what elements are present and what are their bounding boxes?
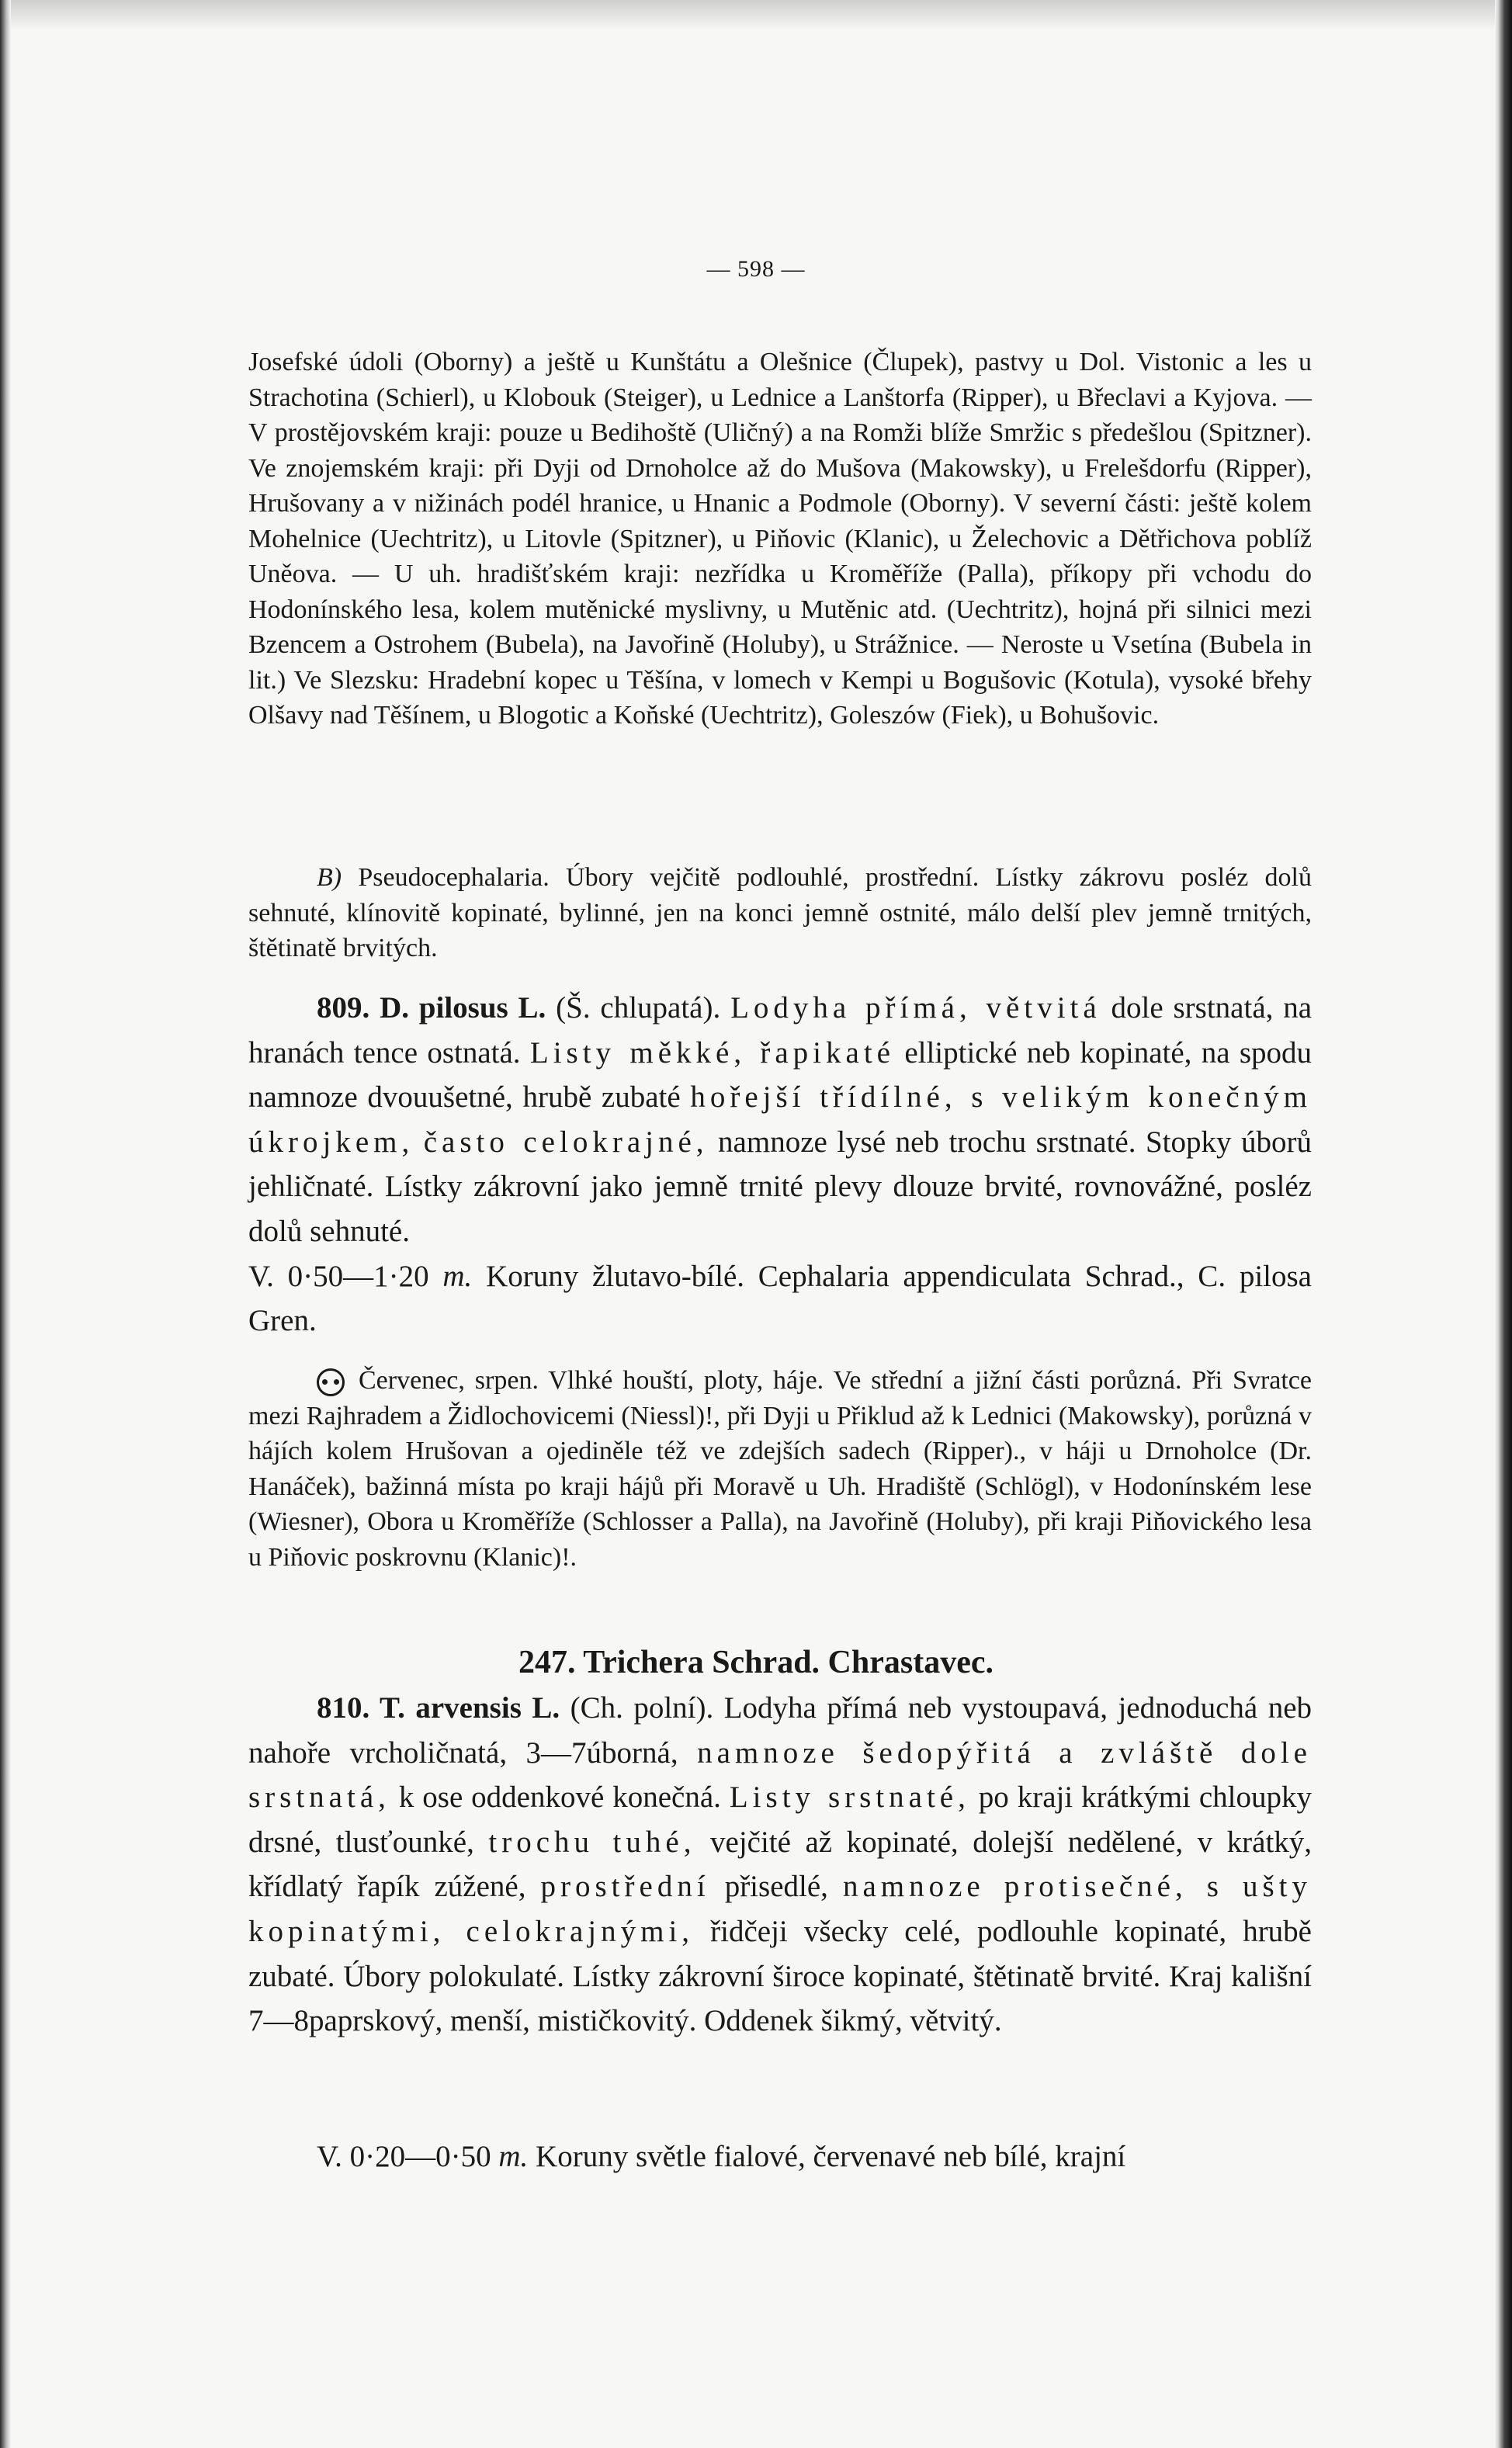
desc-leaves: elliptické neb kopinaté, na spodu namnoze dvouušetné, hrubě zubaté xyxy=(248,1035,1313,1115)
desc-leaves-spaced: Listy srstnaté, xyxy=(729,1781,970,1815)
desc-stem: dole srstnatá, na hranách tence ostnatá. xyxy=(248,991,1313,1070)
size-range: V. 0·50—1·20 xyxy=(248,1259,429,1293)
desc-upper-spaced: hořejší třídílné, s velikým konečným úkrojkem, xyxy=(248,1080,1313,1159)
size-range: V. 0·20—0·50 xyxy=(317,2140,491,2173)
desc-entire-spaced: často celokrajné, xyxy=(423,1125,709,1159)
page-number: — 598 — xyxy=(706,256,806,282)
genus-heading: 247. Trichera Schrad. Chrastavec. xyxy=(518,1645,994,1680)
desc-middle-spaced: prostřední xyxy=(540,1870,710,1904)
scan-left-edge xyxy=(0,0,11,2448)
desc-stiff-spaced: trochu tuhé, xyxy=(488,1825,696,1859)
desc-stem: Lodyha přímá neb vystoupavá, jednoduchá neb nahoře vrcholičnatá, 3—7úborná, xyxy=(248,1691,1312,1770)
desc-rest: namnoze lysé neb trochu srstnaté. Stopky úborů jehličnaté. Lístky zákrovní jako jemně trnité plevy dlouze brvité, rovnovážné, posléz dolů sehnuté. xyxy=(248,1125,1313,1248)
desc-rest: řidčeji všecky celé, podlouhle kopinaté, hrubě zubaté. Úbory polokulaté. Lístky zákrovní široce kopinaté, štětinatě brvité. Kraj kališní 7—8paprskový, menší, mističkovitý. Oddenek šikmý, větvitý. xyxy=(248,1914,1312,2038)
species-809-localities xyxy=(248,1363,1312,1575)
size-unit: m. xyxy=(498,2140,529,2173)
size-unit: m. xyxy=(442,1259,473,1293)
species-common-name: (Ch. polní). xyxy=(570,1691,714,1725)
section-label: B) xyxy=(317,863,342,892)
species-810-size xyxy=(317,2134,1312,2179)
desc-leaf-edges: po kraji krátkými chloupky drsné, tlusťounké, xyxy=(248,1781,1313,1859)
localities-text: Červenec, srpen. Vlhké houští, ploty, háje. Ve střední a jižní části porůzná. Při Svratce mezi Rajhradem a Židlochovicemi (Niessl)!, při Dyji u Přiklud až k Lednici (Makowsky), porůzná v hájích kolem Hrušovan a ojediněle též ve zdejších sadech (Ripper)., v háji u Drnoholce (Dr. Hanáček), bažinná místa po kraji hájů při Moravě u Uh. Hradiště (Schlögl), v Hodonínském lese (Wiesner), Obora u Kroměříže (Schlosser a Palla), na Javořině (Holuby), při kraji Piňovického lesa u Piňovic poskrovnu (Klanic)!. xyxy=(248,1366,1312,1572)
desc-sessile: přisedlé, xyxy=(724,1870,828,1904)
desc-stem-spaced: Lodyha přímá, větvitá xyxy=(730,991,1101,1025)
desc-hairy-spaced: namnoze šedopýřitá a zvláště dole srstnatá, xyxy=(248,1735,1312,1815)
desc-corolla: Koruny žlutavo-bílé. Cephalaria appendiculata Schrad., C. pilosa Gren. xyxy=(248,1259,1312,1338)
section-text: Pseudocephalaria. Úbory vejčitě podlouhlé, prostřední. Lístky zákrovu posléz dolů sehnuté, klínovitě kopinaté, bylinné, jen na konci jemně ostnité, málo delší plev jemně trnitých, štětinatě brvitých. xyxy=(248,863,1313,962)
desc-corolla: Koruny světle fialové, červenavé neb bílé, krajní xyxy=(536,2140,1126,2173)
species-810-description xyxy=(248,1686,1312,2044)
desc-rhizome-axis: k ose oddenkové konečná. xyxy=(398,1781,721,1815)
perennial-symbol-icon xyxy=(317,1368,345,1396)
scan-top-shadow xyxy=(0,0,1512,31)
desc-pinnate-spaced: namnoze protisečné, s ušty kopinatými, celokrajnými, xyxy=(248,1870,1312,1948)
paragraph-localities: Josefské údoli (Oborny) a ještě u Kunštátu a Olešnice (Člupek), pastvy u Dol. Vistonic a les u Strachotina (Schierl), u Klobouk (Steiger), u Lednice a Lanštorfa (Ripper), u Břeclavi a Kyjova. — V prostějovském kraji: pouze u Bedihoště (Uličný) a na Romži blíže Smržic s předešlou (Spitzner). Ve znojemském kraji: při Dyji od Drnoholce až do Mušova (Makowsky), u Frelešdorfu (Ripper), Hrušovany a v nižinách podél hranice, u Hnanic a Podmole (Oborny). V severní části: ještě kolem Mohelnice (Uechtritz), u Litovle (Spitzner), u Piňovic (Klanic), u Želechovic a Dětřichova poblíž Uněova. — U uh. hradišťském kraji: nezřídka u Kroměříže (Palla), příkopy při vchodu do Hodonínského lesa, kolem mutěnické myslivny, u Mutěnic atd. (Uechtritz), hojná při silnici mezi Bzencem a Ostrohem (Bubela), na Javořině (Holuby), u Strážnice. — Neroste u Vsetína (Bubela in lit.) Ve Slezsku: Hradební kopec u Těšína, v lomech v Kempi u Bogušovic (Kotula), vysoké břehy Olšavy nad Těšínem, u Blogotic a Koňské (Uechtritz), Goleszów (Fiek), u Bohušovic. xyxy=(248,348,1312,730)
desc-leaves-spaced: Listy měkké, řapikaté xyxy=(529,1035,895,1070)
species-809-description xyxy=(248,986,1312,1344)
species-common-name: (Š. chlupatá). xyxy=(556,991,721,1025)
paragraph-pseudocephalaria xyxy=(248,860,1312,966)
species-number-name: 809. D. pilosus L. xyxy=(317,991,546,1025)
scan-right-edge xyxy=(1495,0,1512,2448)
species-number-name: 810. T. arvensis L. xyxy=(317,1691,560,1725)
desc-leaf-shape: vejčité až kopinaté, dolejší nedělené, v krátký, křídlatý řapík zúžené, xyxy=(248,1825,1313,1904)
